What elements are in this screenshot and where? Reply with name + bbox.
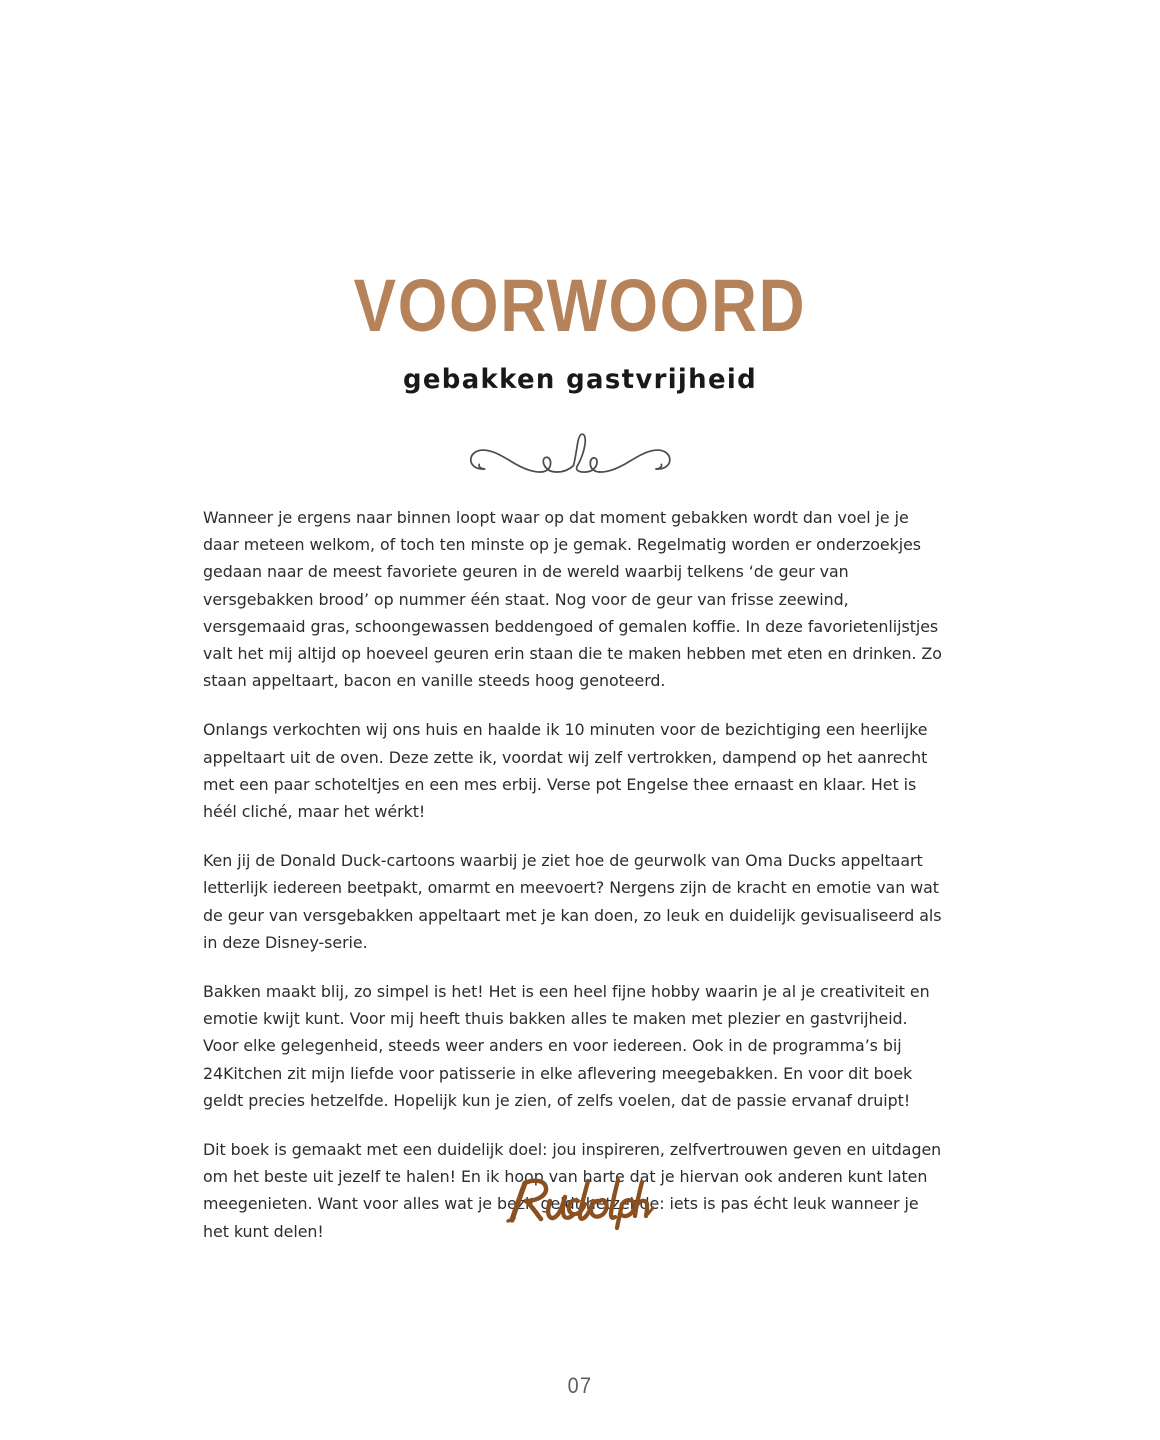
calligraphic-flourish-icon (462, 428, 698, 480)
page-header (0, 264, 1160, 396)
page-title: VOORWOORD (353, 264, 807, 347)
page-number: 07 (567, 1373, 593, 1398)
paragraph: Ken jij de Donald Duck-cartoons waarbij je ziet hoe de geurwolk van Oma Ducks appeltaart letterlijk iedereen beetpakt, omarmt en meevoert? Nergens zijn de kracht en emotie van wat de geur van versgebakken appeltaart met je kan doen, zo leuk en duidelijk gevisualiseerd als in deze Disney-serie. (203, 851, 942, 952)
ornament-divider (0, 428, 1160, 480)
foreword-body (203, 504, 959, 1245)
page-subtitle: gebakken gastvrijheid (402, 364, 758, 396)
paragraph: Bakken maakt blij, zo simpel is het! Het is een heel fijne hobby waarin je al je creativiteit en emotie kwijt kunt. Voor mij heeft thuis bakken alles te maken met plezier en gastvrijheid. Voor elke gelegenheid, steeds weer anders en voor iedereen. Ook in de programma’s bij 24Kitchen zit mijn liefde voor patisserie in elke aflevering meegebakken. En voor dit boek geldt precies hetzelfde. Hopelijk kun je zien, of zelfs voelen, dat de passie ervanaf druipt! (203, 982, 930, 1110)
paragraph: Dit boek is gemaakt met een duidelijk doel: jou inspireren, zelfvertrouwen geven en uitdagen om het beste uit jezelf te halen! En ik hoop van harte dat je hiervan ook anderen kunt laten meegenieten. Want voor alles wat je bezit geldt hetzelfde: iets is pas écht leuk wanneer je het kunt delen! (203, 1140, 942, 1241)
signature-rudolph-icon (490, 1168, 670, 1232)
paragraph: Wanneer je ergens naar binnen loopt waar op dat moment gebakken wordt dan voel je je daar meteen welkom, of toch ten minste op je gemak. Regelmatig worden er onderzoekjes gedaan naar de meest favoriete geuren in de wereld waarbij telkens ‘de geur van versgebakken brood’ op nummer één staat. Nog voor de geur van frisse zeewind, versgemaaid gras, schoongewassen beddengoed of gemalen koffie. In deze favorietenlijstjes valt het mij altijd op hoeveel geuren erin staan die te maken hebben met eten en drinken. Zo staan appeltaart, bacon en vanille steeds hoog genoteerd. (203, 508, 942, 691)
paragraph: Onlangs verkochten wij ons huis en haalde ik 10 minuten voor de bezichtiging een heerlijke appeltaart uit de oven. Deze zette ik, voordat wij zelf vertrokken, dampend op het aanrecht met een paar schoteltjes en een mes erbij. Verse pot Engelse thee ernaast en klaar. Het is héél cliché, maar het wérkt! (203, 720, 928, 822)
signature (0, 1168, 1160, 1232)
